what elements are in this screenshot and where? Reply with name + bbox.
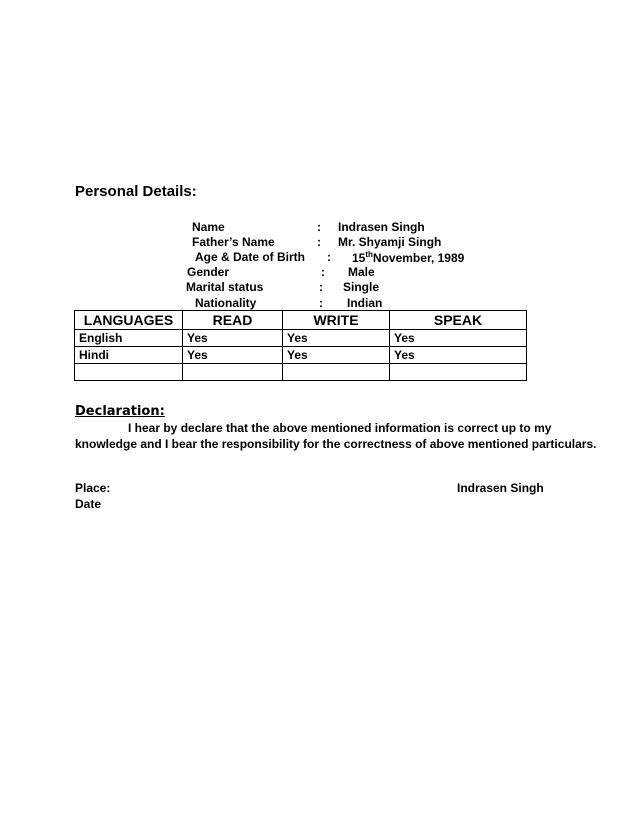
nationality-label: Nationality	[195, 296, 257, 310]
declaration-title: Declaration:	[75, 404, 165, 419]
nationality-colon: :	[319, 296, 323, 310]
table-cell: English	[75, 330, 183, 347]
father-name-colon: :	[317, 235, 321, 249]
table-cell	[75, 364, 183, 381]
table-row	[75, 347, 527, 364]
dob-label: Age & Date of Birth	[195, 250, 306, 264]
nationality-value: Indian	[347, 296, 383, 310]
section-title: Personal Details:	[75, 183, 197, 200]
table-row	[75, 364, 527, 381]
dob-day: 15	[352, 251, 366, 265]
dob-rest: November, 1989	[372, 251, 465, 265]
table-cell: Yes	[283, 347, 390, 364]
table-cell: Yes	[390, 330, 527, 347]
header-languages: LANGUAGES	[75, 311, 183, 330]
dob-value	[352, 250, 464, 265]
father-name-label: Father’s Name	[192, 235, 275, 249]
signature-name: Indrasen Singh	[457, 481, 544, 495]
table-cell	[183, 364, 283, 381]
name-value: Indrasen Singh	[338, 220, 425, 234]
table-cell: Yes	[390, 347, 527, 364]
place-label: Place:	[75, 481, 111, 495]
table-cell: Hindi	[75, 347, 183, 364]
dob-colon: :	[327, 250, 331, 264]
marital-status-value: Single	[343, 280, 380, 294]
name-label: Name	[192, 220, 225, 234]
gender-label: Gender	[187, 265, 230, 279]
marital-status-label: Marital status	[186, 280, 264, 294]
gender-value: Male	[348, 265, 375, 279]
table-row	[75, 330, 527, 347]
marital-status-colon: :	[319, 280, 323, 294]
declaration-line-2: knowledge and I bear the responsibility for the correctness of above mentioned particulars.	[75, 437, 597, 451]
table-cell: Yes	[283, 330, 390, 347]
father-name-value: Mr. Shyamji Singh	[338, 235, 442, 249]
table-header-row	[75, 311, 527, 330]
gender-colon: :	[321, 265, 325, 279]
table-cell	[390, 364, 527, 381]
table-cell: Yes	[183, 347, 283, 364]
date-label: Date	[75, 497, 102, 511]
dob-suffix: th	[365, 250, 373, 259]
table-cell	[283, 364, 390, 381]
header-speak: SPEAK	[390, 311, 527, 330]
table-cell: Yes	[183, 330, 283, 347]
header-read: READ	[183, 311, 283, 330]
languages-table	[74, 310, 527, 381]
name-colon: :	[317, 220, 321, 234]
header-write: WRITE	[283, 311, 390, 330]
declaration-line-1: I hear by declare that the above mentioned information is correct up to my	[128, 421, 552, 435]
